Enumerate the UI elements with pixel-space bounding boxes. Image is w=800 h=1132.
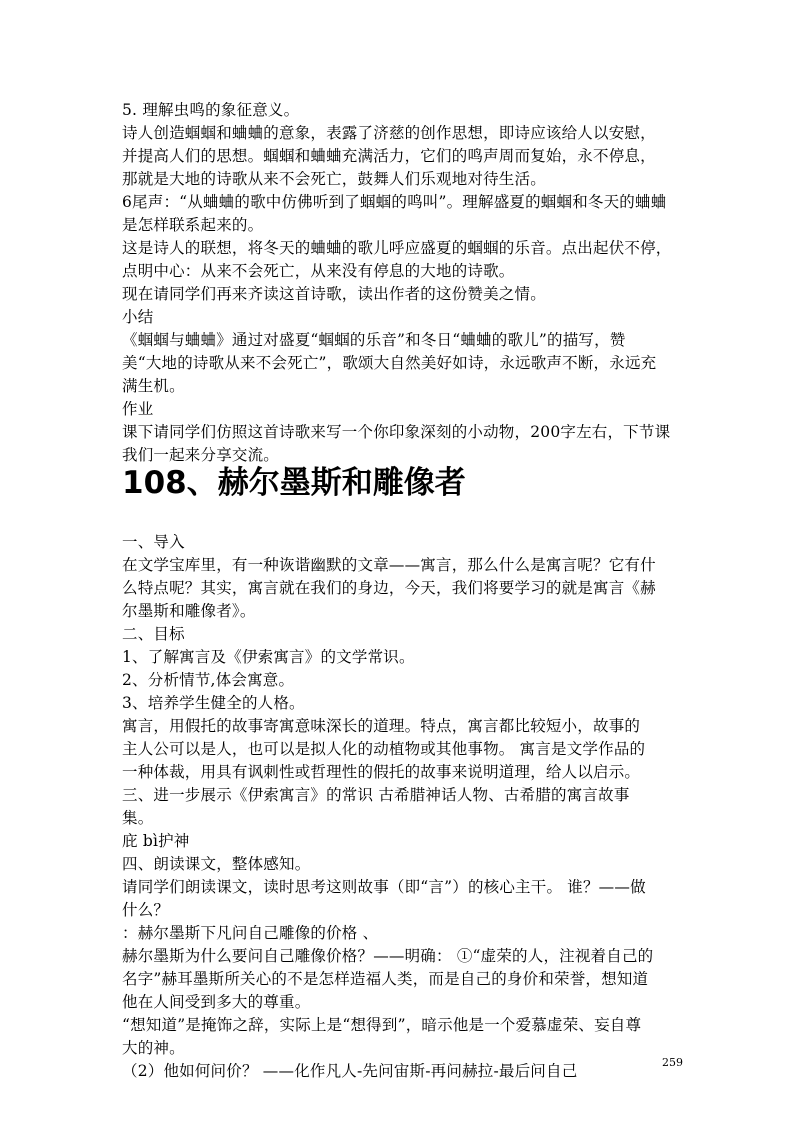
text-line: 什么？ xyxy=(122,901,170,919)
text-line: 三、进一步展示《伊索寓言》的常识 古希腊神话人物、古希腊的寓言故事 xyxy=(122,786,630,804)
text-line: 1、了解寓言及《伊索寓言》的文学常识。 xyxy=(122,648,415,666)
text-line: 一、导入 xyxy=(122,533,185,551)
text-line: 主人公可以是人，也可以是拟人化的动植物或其他事物。 寓言是文学作品的 xyxy=(122,740,646,758)
text-line: 2、分析情节,体会寓意。 xyxy=(122,671,295,689)
text-line: 满生机。 xyxy=(122,377,185,395)
text-line: ：赫尔墨斯下凡问自己雕像的价格 、 xyxy=(122,924,379,942)
text-line: 点明中心：从来不会死亡，从来没有停息的大地的诗歌。 xyxy=(122,262,515,280)
text-line: 一种体裁，用具有讽刺性或哲理性的假托的故事来说明道理，给人以启示。 xyxy=(122,763,641,781)
text-line: （2）他如何问价？ ——化作凡人-先问宙斯-再问赫拉-最后问自己 xyxy=(122,1062,578,1080)
text-line: 是怎样联系起来的。 xyxy=(122,216,264,234)
text-line: 6尾声：“从蛐蛐的歌中仿佛听到了蝈蝈的鸣叫”。理解盛夏的蝈蝈和冬天的蛐蛐 xyxy=(122,193,667,211)
text-line: 我们一起来分享交流。 xyxy=(122,446,280,464)
text-line: 赫尔墨斯为什么要问自己雕像价格？——明确： ①“虚荣的人，注视着自己的 xyxy=(122,947,654,965)
page-number: 259 xyxy=(662,1056,683,1069)
text-line: 尔墨斯和雕像者》。 xyxy=(122,602,256,620)
text-line: “想知道”是掩饰之辞，实际上是“想得到”，暗示他是一个爱慕虚荣、妄自尊 xyxy=(122,1016,642,1034)
text-line: 名字”赫耳墨斯所关心的不是怎样造福人类，而是自己的身价和荣誉，想知道 xyxy=(122,970,649,988)
text-line: 么特点呢？其实，寓言就在我们的身边，今天，我们将要学习的就是寓言《赫 xyxy=(122,579,656,597)
text-line: 他在人间受到多大的尊重。 xyxy=(122,993,311,1011)
text-line: 诗人创造蝈蝈和蛐蛐的意象，表露了济慈的创作思想，即诗应该给人以安慰， xyxy=(122,124,656,142)
text-line: 作业 xyxy=(122,400,154,418)
text-line: 那就是大地的诗歌从来不会死亡，鼓舞人们乐观地对待生活。 xyxy=(122,170,546,188)
text-line: 《蝈蝈与蛐蛐》通过对盛夏“蝈蝈的乐音”和冬日“蛐蛐的歌儿”的描写，赞 xyxy=(122,331,626,349)
text-line: 并提高人们的思想。蝈蝈和蛐蛐充满活力，它们的鸣声周而复始，永不停息， xyxy=(122,147,656,165)
text-line: 这是诗人的联想，将冬天的蛐蛐的歌儿呼应盛夏的蝈蝈的乐音。点出起伏不停， xyxy=(122,239,672,257)
text-line: 四、朗读课文，整体感知。 xyxy=(122,855,311,873)
text-line: 3、培养学生健全的人格。 xyxy=(122,694,305,712)
text-line: 现在请同学们再来齐读这首诗歌，读出作者的这份赞美之情。 xyxy=(122,285,546,303)
text-line: 美“大地的诗歌从来不会死亡”，歌颂大自然美好如诗，永远歌声不断，永远充 xyxy=(122,354,657,372)
text-line: 课下请同学们仿照这首诗歌来写一个你印象深刻的小动物，200字左右，下节课 xyxy=(122,423,671,441)
section-heading: 108、赫尔墨斯和雕像者 xyxy=(122,465,466,501)
text-line: 请同学们朗读课文，读时思考这则故事（即“言”）的核心主干。 谁？——做 xyxy=(122,878,646,896)
text-line: 大的神。 xyxy=(122,1039,185,1057)
text-line: 庇 bì护神 xyxy=(122,832,190,850)
text-line: 寓言，用假托的故事寄寓意味深长的道理。特点，寓言都比较短小，故事的 xyxy=(122,717,641,735)
text-line: 5. 理解虫鸣的象征意义。 xyxy=(122,101,300,119)
text-line: 集。 xyxy=(122,809,154,827)
text-line: 小结 xyxy=(122,308,154,326)
text-line: 在文学宝库里，有一种诙谐幽默的文章——寓言，那么什么是寓言呢？它有什 xyxy=(122,556,656,574)
text-line: 二、目标 xyxy=(122,625,185,643)
